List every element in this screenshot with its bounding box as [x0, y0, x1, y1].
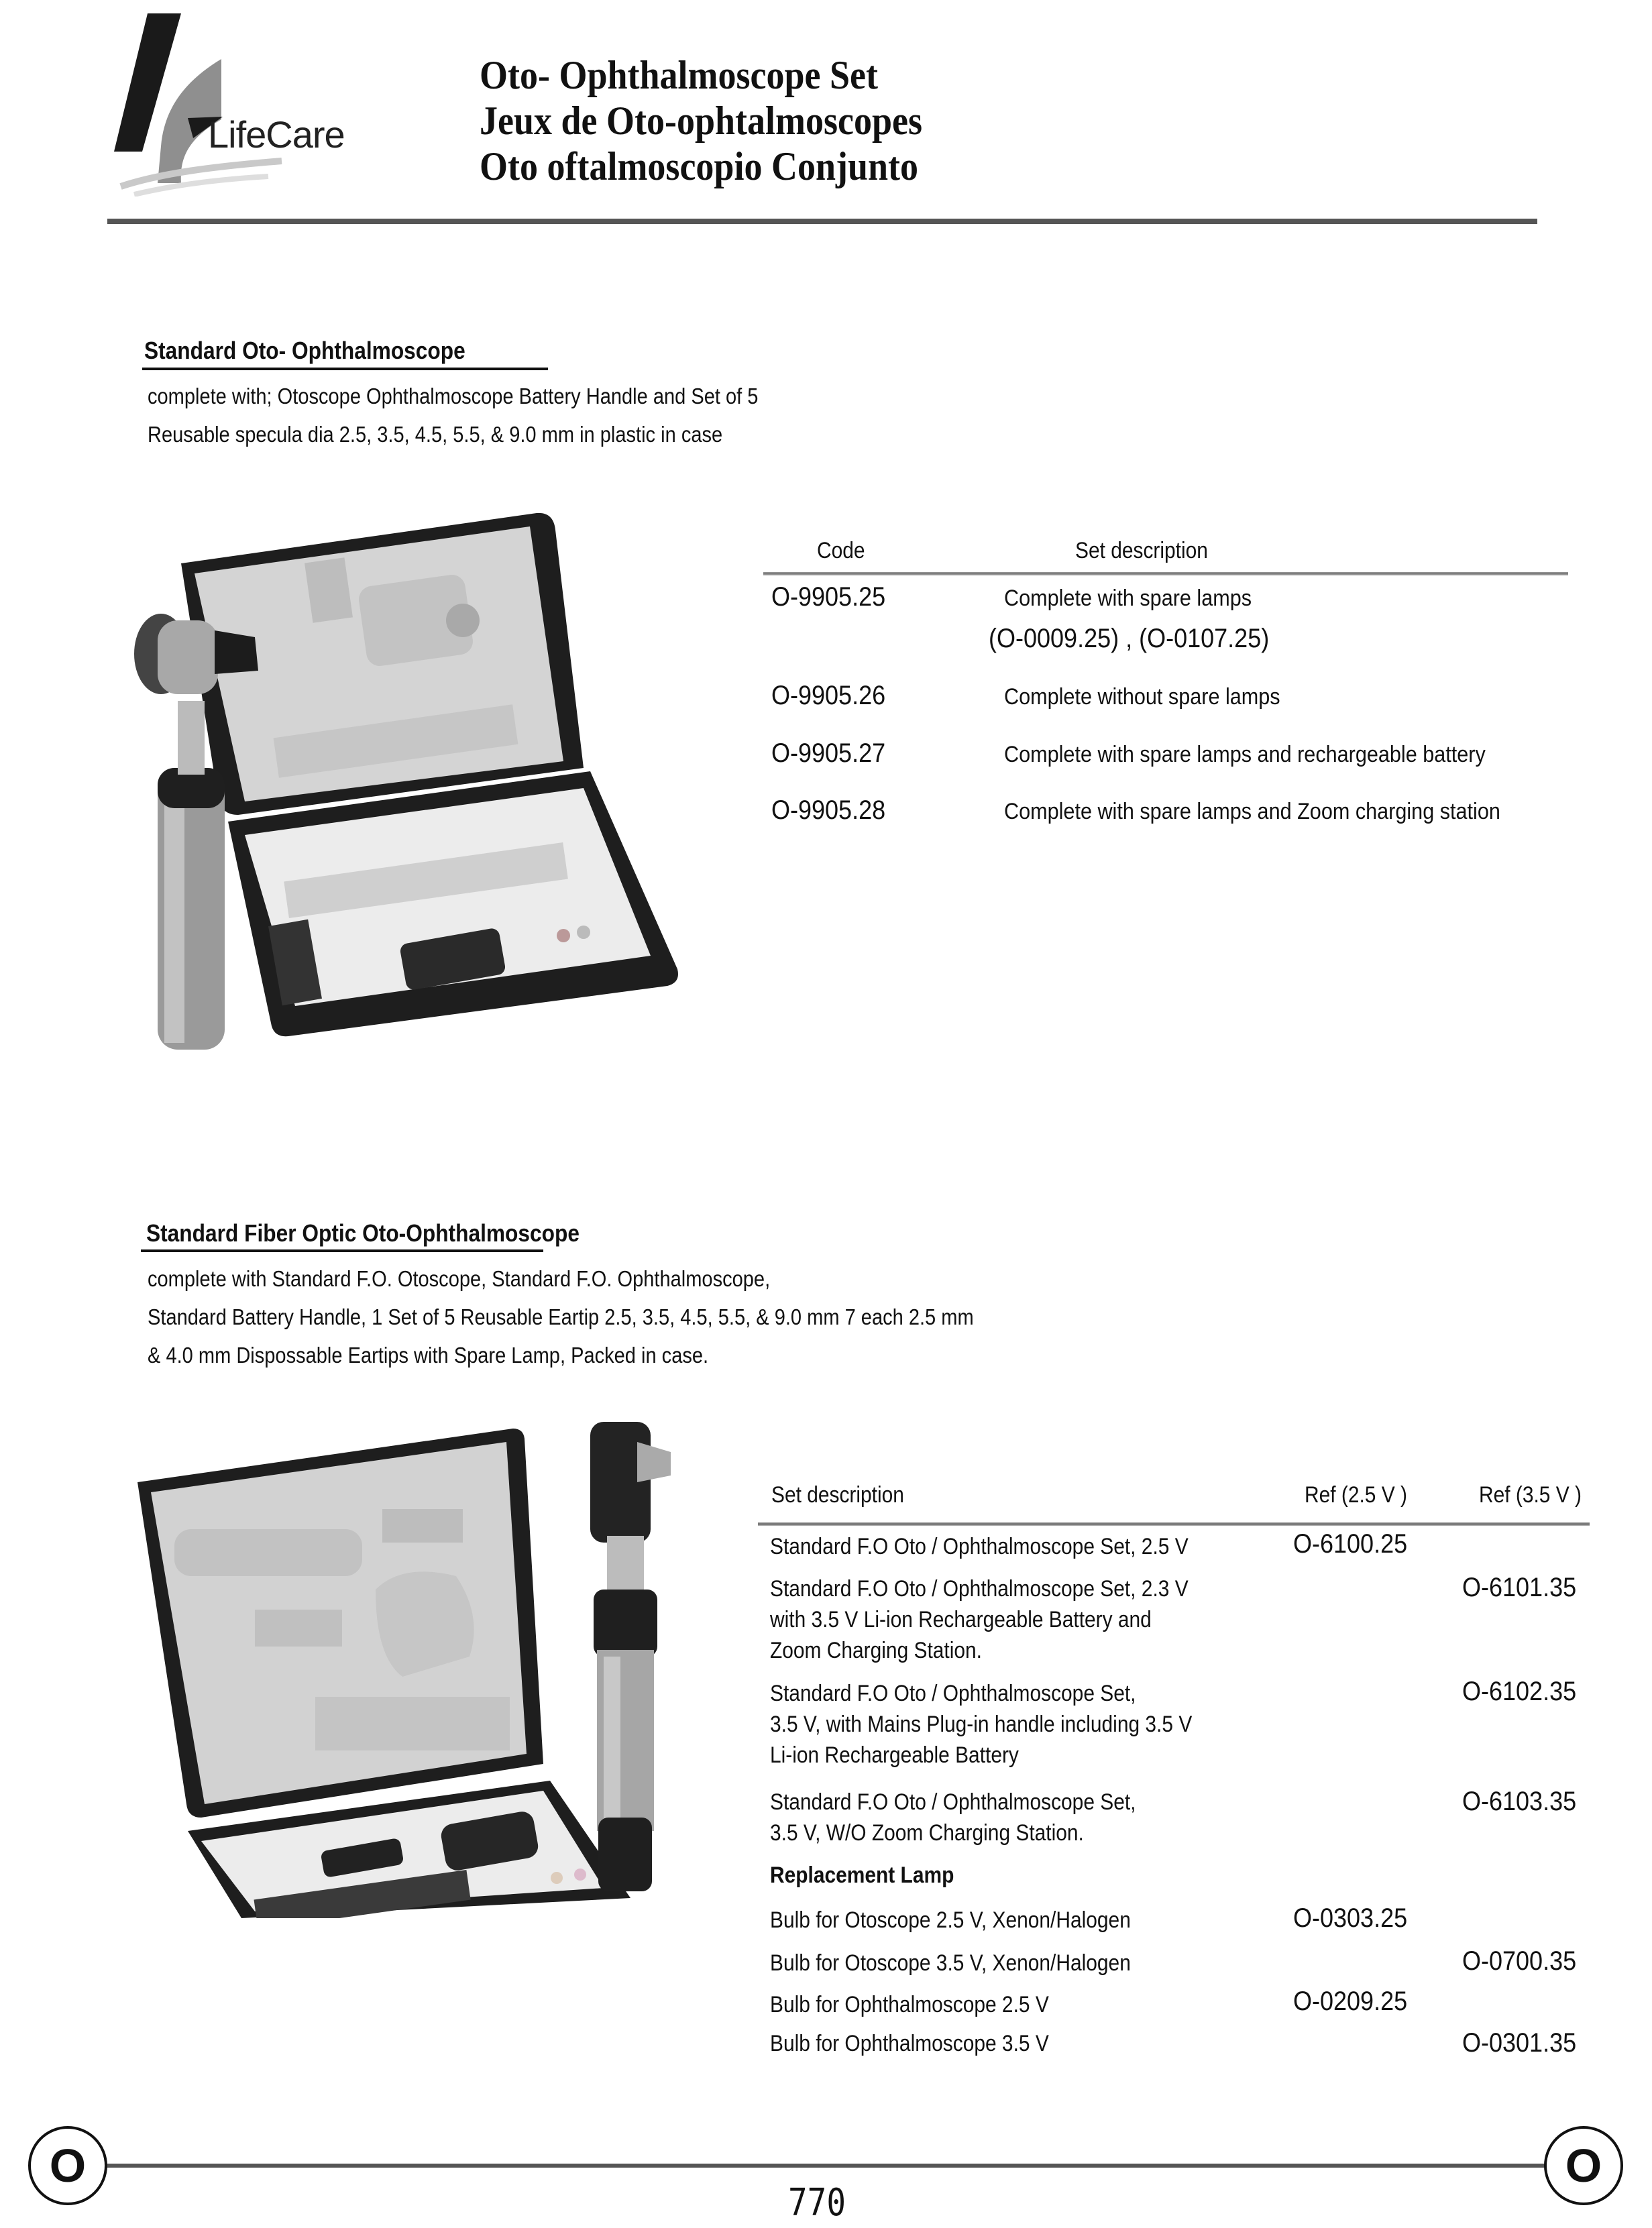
table1-header-rule: [763, 572, 1568, 575]
section1-heading-underline: [142, 368, 548, 370]
set-description-line-2: 3.5 V, W/O Zoom Charging Station.: [770, 1820, 1084, 1846]
oto-ophthalmoscope-case-illustration: [121, 500, 711, 1097]
spare-lamp-codes: (O-0009.25) , (O-0107.25): [989, 624, 1270, 653]
section2-description-line-2: Standard Battery Handle, 1 Set of 5 Reusable Eartip 2.5, 3.5, 4.5, 5.5, & 9.0 mm 7 each 2.5 mm: [148, 1304, 974, 1329]
footer-right-marker-icon: [1544, 2126, 1623, 2205]
lamp-description: Bulb for Ophthalmoscope 3.5 V: [770, 2031, 1049, 2056]
set-description-line-3: Li-ion Rechargeable Battery: [770, 1742, 1019, 1768]
table2-header-rule: [758, 1522, 1590, 1526]
brand-name: LifeCare: [208, 113, 345, 156]
section2-heading: Standard Fiber Optic Oto-Ophthalmoscope: [146, 1219, 580, 1247]
page-title: [480, 52, 922, 189]
product-image-fiber-optic-set: [121, 1415, 724, 1918]
set-description-line-1: Standard F.O Oto / Ophthalmoscope Set,: [770, 1681, 1136, 1706]
title-line-spanish: Oto oftalmoscopio Conjunto: [480, 144, 919, 188]
ref-2-5v-code: O-0303.25: [1293, 1903, 1408, 1933]
product-image-standard-set: [121, 500, 711, 1097]
section-letter-left: O: [49, 2139, 87, 2192]
product-code: O-9905.27: [771, 738, 886, 768]
section2-description-line-1: complete with Standard F.O. Otoscope, Standard F.O. Ophthalmoscope,: [148, 1266, 771, 1291]
table2-header-ref-3-5v: Ref (3.5 V ): [1479, 1482, 1582, 1508]
product-description: Complete with spare lamps and Zoom charging station: [1004, 799, 1500, 824]
product-description: Complete with spare lamps and rechargeable battery: [1004, 742, 1486, 767]
header-divider: [107, 219, 1537, 224]
set-description: Standard F.O Oto / Ophthalmoscope Set, 2.5 V: [770, 1534, 1189, 1559]
table1-header-code: Code: [817, 538, 865, 563]
table1-header-set-description: Set description: [1075, 538, 1208, 563]
ref-3-5v-code: O-0301.35: [1462, 2028, 1577, 2058]
product-code: O-9905.25: [771, 582, 886, 612]
fiber-optic-case-illustration: [121, 1415, 724, 1918]
set-description-line-1: Standard F.O Oto / Ophthalmoscope Set,: [770, 1789, 1136, 1815]
title-line-english: Oto- Ophthalmoscope Set: [480, 53, 878, 97]
lamp-description: Bulb for Otoscope 2.5 V, Xenon/Halogen: [770, 1907, 1131, 1933]
product-code: O-9905.28: [771, 795, 886, 825]
lamp-description: Bulb for Ophthalmoscope 2.5 V: [770, 1992, 1049, 2017]
ref-3-5v-code: O-6101.35: [1462, 1573, 1577, 1602]
product-description: Complete with spare lamps: [1004, 586, 1252, 611]
set-description-line-3: Zoom Charging Station.: [770, 1638, 982, 1663]
lamp-description: Bulb for Otoscope 3.5 V, Xenon/Halogen: [770, 1950, 1131, 1976]
ref-3-5v-code: O-6103.35: [1462, 1787, 1577, 1816]
replacement-lamp-subheading: Replacement Lamp: [770, 1862, 954, 1888]
page-number: 770: [788, 2181, 846, 2225]
set-description-line-2: with 3.5 V Li-ion Rechargeable Battery and: [770, 1607, 1152, 1632]
section1-description-line-1: complete with; Otoscope Ophthalmoscope Battery Handle and Set of 5: [148, 384, 759, 408]
ref-2-5v-code: O-0209.25: [1293, 1987, 1408, 2016]
ref-2-5v-code: O-6100.25: [1293, 1529, 1408, 1559]
product-description: Complete without spare lamps: [1004, 684, 1280, 710]
section1-description-line-2: Reusable specula dia 2.5, 3.5, 4.5, 5.5, & 9.0 mm in plastic in case: [148, 422, 723, 447]
footer-left-marker-icon: [28, 2126, 107, 2205]
product-code: O-9905.26: [771, 681, 886, 710]
set-description-line-1: Standard F.O Oto / Ophthalmoscope Set, 2.3 V: [770, 1576, 1189, 1602]
brand-logo: [107, 5, 409, 197]
table2-header-set-description: Set description: [771, 1482, 904, 1508]
footer-divider: [80, 2164, 1559, 2168]
set-description-line-2: 3.5 V, with Mains Plug-in handle including 3.5 V: [770, 1712, 1193, 1737]
ref-3-5v-code: O-0700.35: [1462, 1946, 1577, 1976]
ref-3-5v-code: O-6102.35: [1462, 1677, 1577, 1706]
table2-header-ref-2-5v: Ref (2.5 V ): [1305, 1482, 1407, 1508]
title-line-french: Jeux de Oto-ophtalmoscopes: [480, 99, 923, 143]
section2-heading-underline: [141, 1249, 543, 1252]
section1-heading: Standard Oto- Ophthalmoscope: [144, 337, 465, 364]
lifecare-lc-logo-icon: [107, 5, 409, 197]
section-letter-right: O: [1565, 2139, 1602, 2192]
section2-description-line-3: & 4.0 mm Dispossable Eartips with Spare Lamp, Packed in case.: [148, 1343, 709, 1368]
